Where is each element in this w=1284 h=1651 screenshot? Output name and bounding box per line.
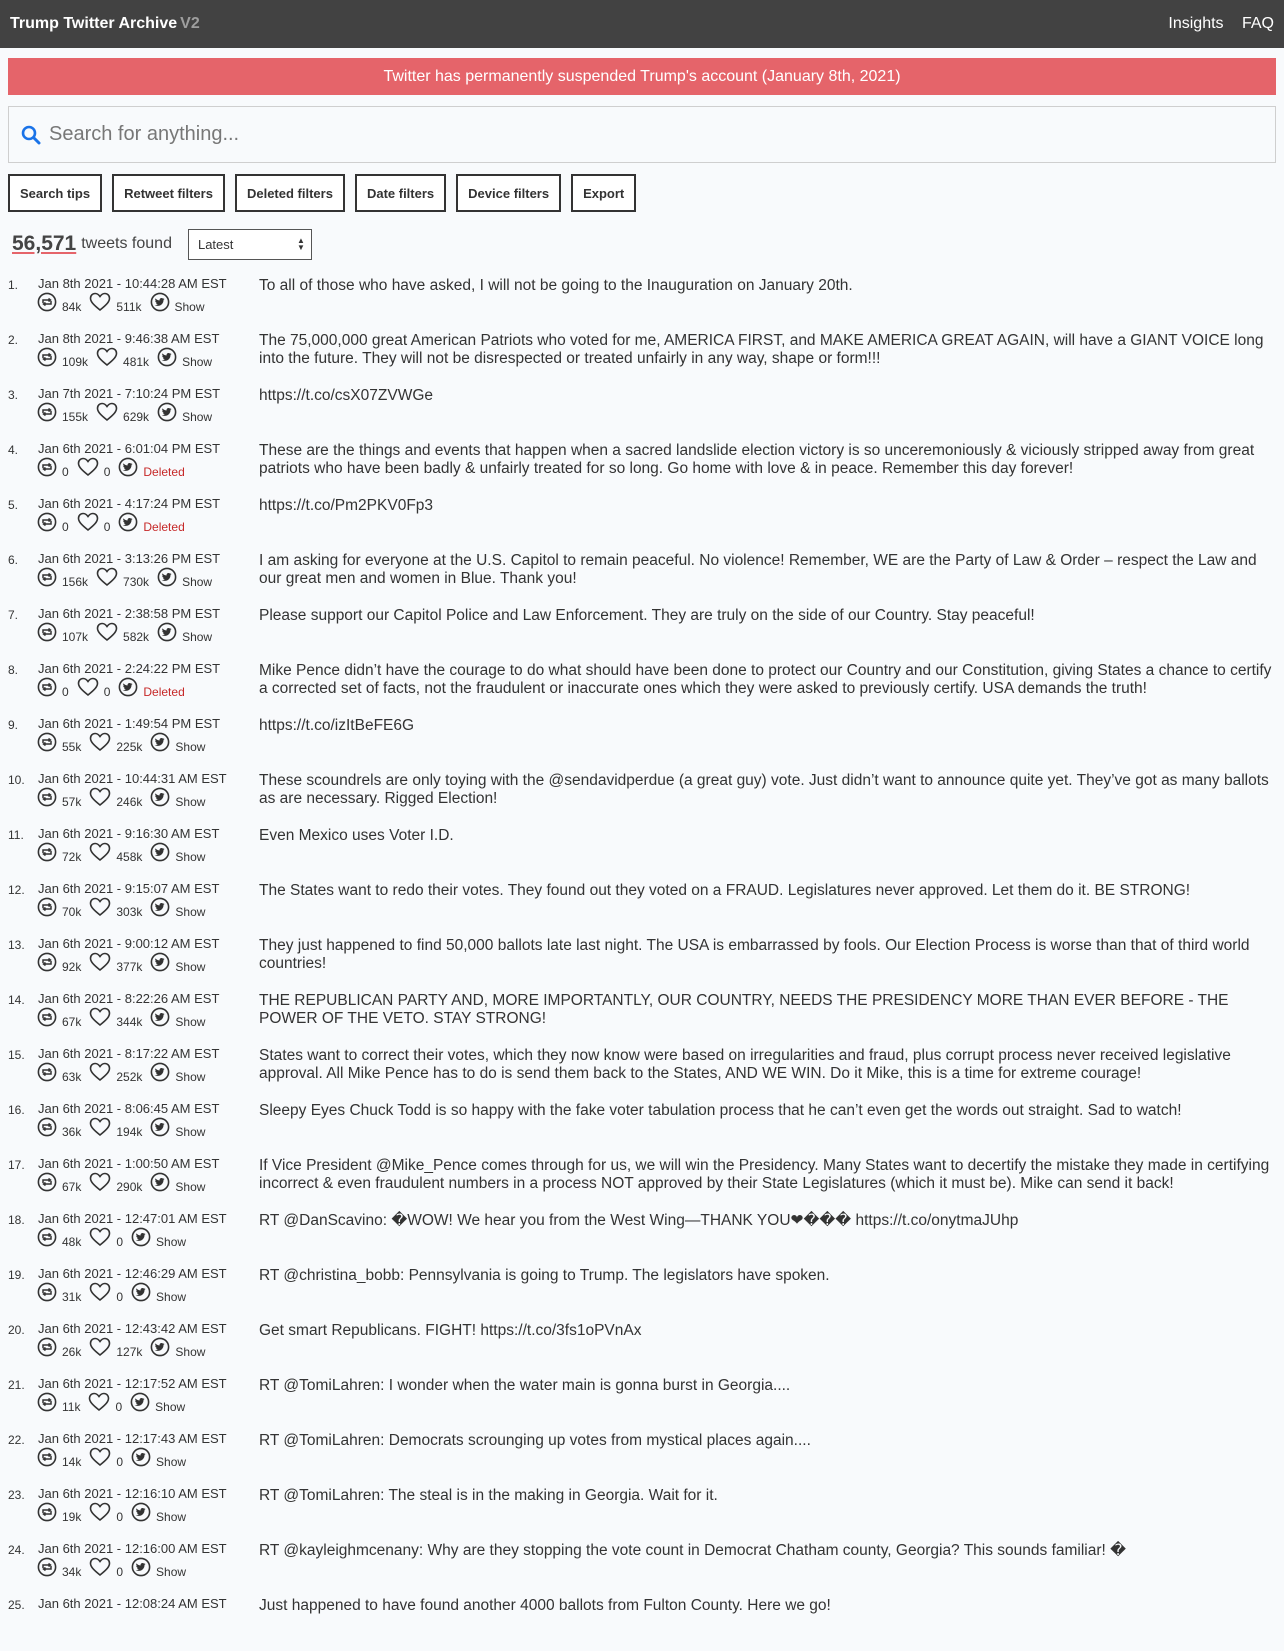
twitter-bird-icon[interactable] (150, 732, 170, 755)
retweet-count: 55k (62, 739, 82, 754)
tweet-row (0, 661, 1284, 716)
tweet-text[interactable]: https://t.co/izItBeFE6G (259, 717, 415, 734)
tweet-number: 25. (8, 1598, 25, 1612)
retweet-icon (37, 1557, 57, 1580)
tweet-text[interactable]: These are the things and events that happen when a sacred landslide election victory is so unceremoniously & viciously stripped away from great patriots who have been badly & unfairly treated for so long. Go home with love & in peace. Remember this day forever! (259, 442, 1255, 477)
tweet-text[interactable]: RT @TomiLahren: I wonder when the water main is gonna burst in Georgia.... (259, 1377, 791, 1394)
search-icon (21, 125, 41, 145)
tweet-row (0, 1431, 1284, 1486)
tweet-stats (37, 1392, 185, 1415)
retweet-count: 109k (62, 354, 89, 369)
tweet-row (0, 441, 1284, 496)
filter-bar (8, 174, 1276, 212)
tweet-row (0, 1486, 1284, 1541)
tweet-number: 8. (8, 663, 19, 677)
tweet-stats (37, 952, 205, 975)
retweet-icon (37, 622, 57, 645)
twitter-bird-icon[interactable] (150, 1062, 170, 1085)
retweet-icon (37, 292, 57, 315)
retweet-count: 0 (62, 519, 69, 534)
favorite-count: 629k (123, 409, 150, 424)
heart-icon (77, 677, 99, 700)
twitter-bird-icon[interactable] (150, 1007, 170, 1030)
heart-icon (96, 347, 118, 370)
retweet-count: 19k (62, 1509, 82, 1524)
tweet-stats (37, 732, 205, 755)
tweet-row (0, 331, 1284, 386)
retweet-filters-button[interactable]: Retweet filters (112, 174, 225, 212)
tweet-number: 15. (8, 1048, 25, 1062)
tweet-row (0, 881, 1284, 936)
show-tweet-link[interactable]: Show (156, 1454, 187, 1469)
tweet-text[interactable]: https://t.co/csX07ZVWGe (259, 387, 434, 404)
retweet-icon (37, 787, 57, 810)
tweet-number: 19. (8, 1268, 25, 1282)
tweet-number: 12. (8, 883, 25, 897)
tweet-text[interactable]: THE REPUBLICAN PARTY AND, MORE IMPORTANTLY, OUR COUNTRY, NEEDS THE PRESIDENCY MORE THAN EVER BEFORE - THE POWER OF THE VETO. STAY STRONG! (259, 992, 1229, 1027)
show-tweet-link[interactable]: Show (175, 794, 206, 809)
heart-icon (89, 1007, 111, 1030)
tweet-stats (37, 622, 212, 645)
tweet-date[interactable]: Jan 6th 2021 - 8:06:45 AM EST (38, 1101, 220, 1116)
tweet-stats (37, 512, 185, 535)
tweet-text[interactable]: States want to correct their votes, which they now know were based on irregularities and fraud, plus corrupt process never received legislative approval. All Mike Pence has to do is send them back to the States, AND WE WIN. Do it Mike, this is a time for extreme courage! (259, 1047, 1231, 1082)
tweet-number: 9. (8, 718, 19, 732)
tweet-row (0, 386, 1284, 441)
device-filters-button[interactable]: Device filters (456, 174, 561, 212)
twitter-bird-icon[interactable] (150, 1117, 170, 1140)
tweet-date[interactable]: Jan 6th 2021 - 8:22:26 AM EST (38, 991, 220, 1006)
tweet-date[interactable]: Jan 6th 2021 - 10:44:31 AM EST (38, 771, 227, 786)
tweet-date[interactable]: Jan 6th 2021 - 3:13:26 PM EST (38, 551, 221, 566)
twitter-bird-icon[interactable] (130, 1392, 150, 1415)
heart-icon (77, 512, 99, 535)
twitter-bird-icon[interactable] (150, 897, 170, 920)
retweet-icon (37, 1502, 57, 1525)
tweet-date[interactable]: Jan 6th 2021 - 2:24:22 PM EST (38, 661, 221, 676)
show-tweet-link[interactable]: Show (174, 299, 205, 314)
tweet-number: 23. (8, 1488, 25, 1502)
heart-icon (96, 622, 118, 645)
favorite-count: 0 (103, 519, 111, 534)
deleted-label: Deleted (143, 684, 185, 699)
tweet-row (0, 1046, 1284, 1101)
tweet-date[interactable]: Jan 6th 2021 - 9:16:30 AM EST (38, 826, 220, 841)
retweet-count: 31k (62, 1289, 82, 1304)
tweet-row (0, 276, 1284, 331)
show-tweet-link[interactable]: Show (175, 1014, 206, 1029)
top-navbar (0, 0, 1284, 48)
tweet-stats (37, 1062, 205, 1085)
tweet-row (0, 1266, 1284, 1321)
tweet-text[interactable]: They just happened to find 50,000 ballots late last night. The USA is embarrassed by fools. Our Election Process is worse than that of third world countries! (259, 937, 1250, 972)
retweet-icon (37, 1062, 57, 1085)
retweet-icon (37, 897, 57, 920)
tweet-date[interactable]: Jan 6th 2021 - 9:15:07 AM EST (38, 881, 220, 896)
tweet-date[interactable]: Jan 6th 2021 - 4:17:24 PM EST (38, 496, 221, 511)
retweet-icon (37, 1172, 57, 1195)
tweet-text[interactable]: Even Mexico uses Voter I.D. (259, 827, 454, 844)
retweet-count: 0 (62, 684, 69, 699)
tweet-row (0, 1101, 1284, 1156)
favorite-count: 377k (116, 959, 143, 974)
favorite-count: 0 (116, 1234, 124, 1249)
tweet-row (0, 1596, 1284, 1651)
tweet-stats (37, 1557, 186, 1580)
tweet-stats (37, 787, 205, 810)
search-box[interactable] (8, 106, 1276, 163)
twitter-bird-icon[interactable] (157, 402, 177, 425)
twitter-bird-icon[interactable] (157, 622, 177, 645)
show-tweet-link[interactable]: Show (182, 354, 213, 369)
tweet-text[interactable]: RT @kayleighmcenany: Why are they stopping the vote count in Democrat Chatham county, Georgia? This sounds familiar! � (259, 1542, 1127, 1559)
favorite-count: 0 (116, 1509, 124, 1524)
show-tweet-link[interactable]: Show (175, 739, 206, 754)
twitter-bird-icon[interactable] (150, 787, 170, 810)
tweet-row (0, 991, 1284, 1046)
twitter-bird-icon[interactable] (131, 1557, 151, 1580)
favorite-count: 0 (103, 684, 111, 699)
retweet-count: 14k (62, 1454, 82, 1469)
retweet-icon (37, 1117, 57, 1140)
tweet-text[interactable]: To all of those who have asked, I will not be going to the Inauguration on January 20th. (259, 277, 853, 294)
show-tweet-link[interactable]: Show (156, 1289, 187, 1304)
favorite-count: 730k (123, 574, 150, 589)
retweet-icon (37, 347, 57, 370)
tweet-text[interactable]: These scoundrels are only toying with the @sendavidperdue (a great guy) vote. Just didn’t want to announce quite yet. They’ve got as many ballots as are necessary. Rigged Election! (259, 772, 1269, 807)
tweet-number: 10. (8, 773, 25, 787)
tweet-stats (37, 347, 212, 370)
favorite-count: 511k (116, 299, 142, 314)
tweet-number: 20. (8, 1323, 25, 1337)
show-tweet-link[interactable]: Show (156, 1564, 187, 1579)
tweet-list (0, 276, 1284, 1651)
tweet-stats (37, 1447, 186, 1470)
twitter-bird-icon[interactable] (150, 292, 170, 315)
favorite-count: 225k (116, 739, 143, 754)
tweet-date[interactable]: Jan 6th 2021 - 12:47:01 AM EST (38, 1211, 227, 1226)
suspension-banner: Twitter has permanently suspended Trump's account (January 8th, 2021) (8, 58, 1276, 95)
twitter-bird-icon[interactable] (131, 1447, 151, 1470)
tweet-stats (37, 1282, 186, 1305)
tweet-number: 21. (8, 1378, 25, 1392)
tweet-row (0, 771, 1284, 826)
show-tweet-link[interactable]: Show (175, 1069, 206, 1084)
heart-icon (89, 1282, 111, 1305)
tweet-number: 14. (8, 993, 25, 1007)
retweet-icon (37, 402, 57, 425)
tweet-stats (37, 1337, 205, 1360)
retweet-count: 34k (62, 1564, 82, 1579)
tweet-date[interactable]: Jan 6th 2021 - 12:16:00 AM EST (38, 1541, 227, 1556)
heart-icon (89, 1447, 111, 1470)
show-tweet-link[interactable]: Show (175, 1344, 206, 1359)
show-tweet-link[interactable]: Show (182, 629, 213, 644)
tweet-row (0, 936, 1284, 991)
tweet-text[interactable]: Get smart Republicans. FIGHT! https://t.co/3fs1oPVnAx (259, 1322, 642, 1339)
tweet-date[interactable]: Jan 6th 2021 - 1:49:54 PM EST (38, 716, 221, 731)
tweet-text[interactable]: RT @TomiLahren: Democrats scrounging up votes from mystical places again.... (259, 1432, 811, 1449)
nav-faq-link[interactable]: FAQ (1241, 15, 1274, 32)
tweet-stats (37, 1502, 186, 1525)
tweet-number: 4. (8, 443, 19, 457)
heart-icon (89, 842, 111, 865)
retweet-count: 70k (62, 904, 82, 919)
tweet-date[interactable]: Jan 6th 2021 - 12:17:43 AM EST (38, 1431, 227, 1446)
twitter-bird-icon[interactable] (131, 1282, 151, 1305)
show-tweet-link[interactable]: Show (175, 1179, 206, 1194)
tweet-row (0, 551, 1284, 606)
retweet-icon (37, 1007, 57, 1030)
tweet-text[interactable]: Just happened to have found another 4000 ballots from Fulton County. Here we go! (259, 1597, 831, 1614)
show-tweet-link[interactable]: Show (182, 574, 213, 589)
retweet-count: 36k (62, 1124, 82, 1139)
tweet-number: 11. (8, 828, 24, 842)
retweet-count: 26k (62, 1344, 82, 1359)
show-tweet-link[interactable]: Show (156, 1234, 187, 1249)
heart-icon (96, 402, 118, 425)
retweet-icon (37, 952, 57, 975)
favorite-count: 127k (116, 1344, 143, 1359)
nav-insights-link[interactable]: Insights (1168, 15, 1224, 32)
tweet-stats (37, 1227, 186, 1250)
show-tweet-link[interactable]: Show (182, 409, 213, 424)
retweet-count: 63k (62, 1069, 82, 1084)
twitter-bird-icon[interactable] (118, 457, 138, 480)
tweet-row (0, 716, 1284, 771)
tweet-number: 1. (8, 278, 19, 292)
tweet-text[interactable]: I am asking for everyone at the U.S. Capitol to remain peaceful. No violence! Remember, WE are the Party of Law & Order – respect the Law and our great men and women in Blue. Thank you! (259, 552, 1257, 587)
tweet-date[interactable]: Jan 6th 2021 - 12:43:42 AM EST (38, 1321, 227, 1336)
tweet-text[interactable]: Please support our Capitol Police and Law Enforcement. They are truly on the side of our Country. Stay peaceful! (259, 607, 1035, 624)
tweet-stats (37, 677, 185, 700)
tweet-date[interactable]: Jan 7th 2021 - 7:10:24 PM EST (38, 386, 221, 401)
heart-icon (89, 1227, 111, 1250)
twitter-bird-icon[interactable] (157, 347, 177, 370)
tweet-row (0, 606, 1284, 661)
tweet-row (0, 1211, 1284, 1266)
tweet-stats (37, 1007, 205, 1030)
favorite-count: 0 (116, 1289, 124, 1304)
tweet-text[interactable]: RT @christina_bobb: Pennsylvania is going to Trump. The legislators have spoken. (259, 1267, 830, 1284)
export-button[interactable]: Export (571, 174, 636, 212)
favorite-count: 0 (103, 464, 111, 479)
tweet-row (0, 496, 1284, 551)
tweet-row (0, 1321, 1284, 1376)
tweet-text[interactable]: Mike Pence didn’t have the courage to do what should have been done to protect our Country and our Constitution, giving States a chance to certify a corrected set of facts, not the fraudulent or inaccurate ones which they were asked to previously certify. USA demands the truth! (259, 662, 1272, 697)
retweet-icon (37, 457, 57, 480)
tweet-stats (37, 402, 212, 425)
retweet-count: 72k (62, 849, 82, 864)
favorite-count: 481k (123, 354, 150, 369)
heart-icon (89, 1502, 111, 1525)
show-tweet-link[interactable]: Show (155, 1399, 186, 1414)
show-tweet-link[interactable]: Show (175, 849, 206, 864)
tweet-text[interactable]: RT @DanScavino: �WOW! We hear you from the West Wing—THANK YOU❤��� https://t.co/onytmaJUhp (259, 1212, 1019, 1229)
retweet-count: 107k (62, 629, 89, 644)
favorite-count: 0 (116, 1454, 124, 1469)
sort-select-value: Latest (197, 236, 234, 252)
heart-icon (89, 952, 111, 975)
deleted-label: Deleted (143, 464, 185, 479)
tweet-stats (37, 567, 212, 590)
results-summary (12, 228, 1284, 260)
tweet-number: 22. (8, 1433, 25, 1447)
heart-icon (89, 732, 111, 755)
date-filters-button[interactable]: Date filters (355, 174, 446, 212)
brand[interactable] (10, 15, 200, 33)
tweet-row (0, 826, 1284, 881)
retweet-icon (37, 512, 57, 535)
retweet-count: 84k (62, 299, 82, 314)
tweet-text[interactable]: RT @TomiLahren: The steal is in the making in Georgia. Wait for it. (259, 1487, 718, 1504)
retweet-icon (37, 677, 57, 700)
heart-icon (89, 1557, 111, 1580)
retweet-count: 155k (62, 409, 89, 424)
favorite-count: 290k (116, 1179, 143, 1194)
heart-icon (77, 457, 99, 480)
tweet-text[interactable]: https://t.co/Pm2PKV0Fp3 (259, 497, 434, 514)
tweet-number: 5. (8, 498, 19, 512)
retweet-icon (37, 1227, 57, 1250)
heart-icon (96, 567, 118, 590)
tweet-number: 18. (8, 1213, 25, 1227)
show-tweet-link[interactable]: Show (175, 904, 206, 919)
twitter-bird-icon[interactable] (150, 952, 170, 975)
favorite-count: 458k (116, 849, 143, 864)
tweet-text[interactable]: The States want to redo their votes. They found out they voted on a FRAUD. Legislatures never approved. Let them do it. BE STRONG! (259, 882, 1191, 899)
tweet-stats (37, 1117, 205, 1140)
tweet-date[interactable]: Jan 6th 2021 - 9:00:12 AM EST (38, 936, 220, 951)
retweet-icon (37, 1282, 57, 1305)
tweet-row (0, 1376, 1284, 1431)
tweet-date[interactable]: Jan 6th 2021 - 12:16:10 AM EST (38, 1486, 227, 1501)
nav-links (1154, 15, 1274, 33)
retweet-count: 67k (62, 1179, 82, 1194)
retweet-count: 11k (62, 1399, 81, 1414)
tweet-stats (37, 1172, 205, 1195)
heart-icon (89, 1062, 111, 1085)
tweet-number: 16. (8, 1103, 25, 1117)
retweet-count: 57k (62, 794, 82, 809)
brand-title[interactable]: Trump Twitter Archive (10, 15, 178, 32)
tweet-number: 6. (8, 553, 19, 567)
heart-icon (88, 1392, 110, 1415)
favorite-count: 246k (116, 794, 143, 809)
select-arrows-icon: ▲ ▼ (297, 236, 305, 252)
favorite-count: 0 (116, 1564, 124, 1579)
retweet-icon (37, 1447, 57, 1470)
tweet-date[interactable]: Jan 6th 2021 - 6:01:04 PM EST (38, 441, 221, 456)
tweet-count: 56,571 (12, 232, 77, 255)
favorite-count: 194k (116, 1124, 143, 1139)
show-tweet-link[interactable]: Show (175, 1124, 206, 1139)
favorite-count: 0 (115, 1399, 123, 1414)
retweet-icon (37, 1337, 57, 1360)
tweet-text[interactable]: Sleepy Eyes Chuck Todd is so happy with the fake voter tabulation process that he can’t even get the words out straight. Sad to watch! (259, 1102, 1182, 1119)
tweet-date[interactable]: Jan 6th 2021 - 12:17:52 AM EST (38, 1376, 227, 1391)
favorite-count: 344k (116, 1014, 143, 1029)
heart-icon (89, 1337, 111, 1360)
tweet-number: 3. (8, 388, 19, 402)
brand-version: V2 (180, 15, 200, 32)
retweet-icon (37, 567, 57, 590)
heart-icon (89, 1172, 111, 1195)
tweet-row (0, 1541, 1284, 1596)
retweet-count: 156k (62, 574, 89, 589)
tweet-date[interactable]: Jan 6th 2021 - 1:00:50 AM EST (38, 1156, 220, 1171)
tweet-date[interactable]: Jan 6th 2021 - 8:17:22 AM EST (38, 1046, 220, 1061)
retweet-icon (37, 842, 57, 865)
tweet-number: 13. (8, 938, 25, 952)
retweet-count: 0 (62, 464, 69, 479)
retweet-count: 48k (62, 1234, 82, 1249)
sort-select[interactable] (188, 229, 312, 260)
twitter-bird-icon[interactable] (150, 1172, 170, 1195)
heart-icon (89, 787, 111, 810)
tweet-date[interactable]: Jan 8th 2021 - 9:46:38 AM EST (38, 331, 220, 346)
favorite-count: 252k (116, 1069, 143, 1084)
retweet-icon (37, 1392, 57, 1415)
tweet-date[interactable]: Jan 6th 2021 - 2:38:58 PM EST (38, 606, 221, 621)
twitter-bird-icon[interactable] (118, 512, 138, 535)
retweet-count: 92k (62, 959, 82, 974)
search-input[interactable] (47, 122, 1231, 147)
tweet-stats (37, 292, 205, 315)
tweet-date[interactable]: Jan 6th 2021 - 12:46:29 AM EST (38, 1266, 227, 1281)
deleted-filters-button[interactable]: Deleted filters (235, 174, 345, 212)
show-tweet-link[interactable]: Show (175, 959, 206, 974)
favorite-count: 303k (116, 904, 143, 919)
retweet-icon (37, 732, 57, 755)
retweet-count: 67k (62, 1014, 82, 1029)
twitter-bird-icon[interactable] (150, 842, 170, 865)
twitter-bird-icon[interactable] (118, 677, 138, 700)
tweet-row (0, 1156, 1284, 1211)
heart-icon (89, 1117, 111, 1140)
search-tips-button[interactable]: Search tips (8, 174, 102, 212)
heart-icon (89, 292, 111, 315)
twitter-bird-icon[interactable] (157, 567, 177, 590)
deleted-label: Deleted (143, 519, 185, 534)
show-tweet-link[interactable]: Show (156, 1509, 187, 1524)
tweet-count-label: tweets found (81, 235, 172, 252)
twitter-bird-icon[interactable] (131, 1502, 151, 1525)
tweet-date[interactable]: Jan 6th 2021 - 12:08:24 AM EST (38, 1596, 227, 1611)
tweet-stats (37, 897, 205, 920)
tweet-stats (37, 457, 185, 480)
tweet-text[interactable]: The 75,000,000 great American Patriots who voted for me, AMERICA FIRST, and MAKE AMERICA GREAT AGAIN, will have a GIANT VOICE long into the future. They will not be disrespected or treated unfairly in any way, shape or form!!! (259, 332, 1264, 367)
tweet-number: 2. (8, 333, 19, 347)
tweet-number: 7. (8, 608, 19, 622)
tweet-text[interactable]: If Vice President @Mike_Pence comes through for us, we will win the Presidency. Many States want to decertify the mistake they made in certifying incorrect & even fraudulent numbers in a process NOT approved by their State Legislatures (which it must be). Mike can send it back! (259, 1157, 1270, 1192)
heart-icon (89, 897, 111, 920)
tweet-stats (37, 842, 205, 865)
twitter-bird-icon[interactable] (150, 1337, 170, 1360)
tweet-number: 24. (8, 1543, 25, 1557)
tweet-number: 17. (8, 1158, 25, 1172)
twitter-bird-icon[interactable] (131, 1227, 151, 1250)
favorite-count: 582k (123, 629, 150, 644)
tweet-date[interactable]: Jan 8th 2021 - 10:44:28 AM EST (38, 276, 227, 291)
